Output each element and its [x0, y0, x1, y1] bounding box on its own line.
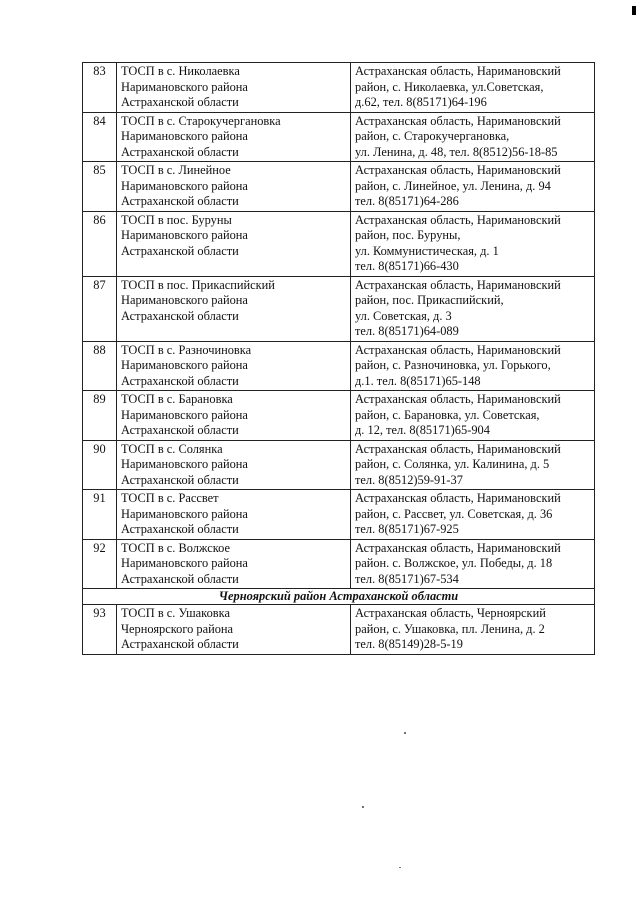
office-name-line: Наримановского района: [121, 293, 248, 307]
office-address-line: ул. Коммунистическая, д. 1: [355, 243, 499, 258]
row-number: 93: [83, 605, 117, 655]
table-row: [83, 539, 595, 589]
office-name-cell: [117, 391, 351, 441]
office-name-line: ТОСП в с. Солянка: [121, 441, 223, 456]
office-address-line: Астраханская область, Наримановский: [355, 392, 561, 406]
office-name-line: Астраханской области: [121, 194, 239, 208]
row-number: 84: [83, 112, 117, 162]
office-name-line: Наримановского района: [121, 228, 248, 242]
office-address-line: район, пос. Буруны,: [355, 228, 461, 242]
office-name-line: Астраханской области: [121, 308, 239, 323]
office-name-cell: [117, 341, 351, 391]
office-address-line: тел. 8(85171)66-430: [355, 259, 459, 273]
office-address-line: Астраханская область, Наримановский: [355, 163, 561, 177]
corner-mark: [632, 6, 636, 15]
office-address-line: район, с. Рассвет, ул. Советская, д. 36: [355, 506, 553, 521]
office-name-line: ТОСП в с. Старокучергановка: [121, 113, 281, 128]
office-name-line: Наримановского района: [121, 407, 248, 422]
office-name-line: ТОСП в с. Волжское: [121, 540, 231, 555]
office-address-line: Астраханская область, Наримановский: [355, 277, 561, 292]
office-name-line: Черноярского района: [121, 621, 234, 636]
office-name-line: Наримановского района: [121, 79, 248, 94]
office-address-line: район, с. Старокучергановка,: [355, 129, 510, 143]
office-name-line: ТОСП в с. Барановка: [121, 392, 233, 406]
office-address-line: тел. 8(85171)67-534: [355, 571, 459, 586]
office-name-cell: [117, 605, 351, 655]
office-address-line: Астраханская область, Черноярский: [355, 606, 546, 620]
office-address-cell: [351, 112, 595, 162]
scan-speck: [399, 867, 401, 868]
office-address-line: ул. Советская, д. 3: [355, 308, 452, 323]
table-row: [83, 391, 595, 441]
office-name-line: Астраханской области: [121, 472, 239, 487]
table-row: [83, 341, 595, 391]
office-address-line: Астраханская область, Наримановский: [355, 113, 561, 128]
office-name-cell: [117, 112, 351, 162]
office-address-line: д. 12, тел. 8(85171)65-904: [355, 423, 490, 437]
office-name-line: Астраханской области: [121, 144, 239, 159]
table-row: [83, 63, 595, 113]
office-address-line: тел. 8(85171)67-925: [355, 522, 459, 536]
office-address-line: д.1. тел. 8(85171)65-148: [355, 373, 481, 388]
row-number: 87: [83, 276, 117, 341]
row-number: 86: [83, 211, 117, 276]
table-row: [83, 276, 595, 341]
office-address-line: Астраханская область, Наримановский: [355, 441, 561, 456]
row-number: 89: [83, 391, 117, 441]
office-address-line: район, с. Николаевка, ул.Советская,: [355, 79, 544, 94]
office-name-line: ТОСП в с. Николаевка: [121, 64, 240, 78]
office-address-cell: [351, 490, 595, 540]
office-address-line: район, пос. Прикаспийский,: [355, 293, 504, 307]
scan-speck: [362, 806, 364, 808]
office-address-line: район. с. Волжское, ул. Победы, д. 18: [355, 556, 553, 570]
office-address-cell: [351, 440, 595, 490]
table-row: [83, 211, 595, 276]
office-address-line: район, с. Барановка, ул. Советская,: [355, 407, 540, 422]
office-name-cell: [117, 539, 351, 589]
office-name-line: ТОСП в пос. Буруны: [121, 212, 232, 227]
office-name-line: Астраханской области: [121, 522, 239, 536]
office-address-line: район, с. Линейное, ул. Ленина, д. 94: [355, 178, 551, 193]
office-address-cell: [351, 276, 595, 341]
office-address-line: тел. 8(85171)64-089: [355, 324, 459, 338]
row-number: 91: [83, 490, 117, 540]
office-address-line: район, с. Солянка, ул. Калинина, д. 5: [355, 457, 550, 471]
office-address-cell: [351, 63, 595, 113]
office-name-line: Астраханской области: [121, 373, 239, 388]
office-name-line: Наримановского района: [121, 358, 248, 372]
office-name-cell: [117, 162, 351, 212]
office-name-line: ТОСП в с. Ушаковка: [121, 606, 230, 620]
section-title: Черноярский район Астраханской области: [83, 589, 595, 605]
office-address-line: район, с. Разночиновка, ул. Горького,: [355, 358, 551, 372]
office-address-line: Астраханская область, Наримановский: [355, 540, 561, 555]
table-row: [83, 605, 595, 655]
office-address-line: район, с. Ушаковка, пл. Ленина, д. 2: [355, 621, 545, 636]
office-address-cell: [351, 341, 595, 391]
row-number: 85: [83, 162, 117, 212]
office-address-line: Астраханская область, Наримановский: [355, 491, 561, 505]
table-row: [83, 490, 595, 540]
table-row: [83, 440, 595, 490]
table-row: [83, 112, 595, 162]
office-name-line: ТОСП в с. Рассвет: [121, 491, 219, 505]
office-name-cell: [117, 63, 351, 113]
office-name-cell: [117, 276, 351, 341]
office-address-cell: [351, 539, 595, 589]
office-address-line: тел. 8(85149)28-5-19: [355, 637, 463, 651]
office-name-line: Наримановского района: [121, 178, 248, 193]
office-name-line: Астраханской области: [121, 571, 239, 586]
office-name-line: Наримановского района: [121, 506, 248, 521]
row-number: 83: [83, 63, 117, 113]
office-name-line: ТОСП в с. Линейное: [121, 163, 231, 177]
office-address-line: Астраханская область, Наримановский: [355, 342, 561, 357]
office-address-cell: [351, 211, 595, 276]
office-address-line: тел. 8(85171)64-286: [355, 194, 459, 208]
row-number: 88: [83, 341, 117, 391]
office-name-line: ТОСП в пос. Прикаспийский: [121, 277, 275, 292]
section-header-row: [83, 589, 595, 605]
office-name-cell: [117, 440, 351, 490]
scan-speck: [404, 732, 406, 734]
office-address-line: д.62, тел. 8(85171)64-196: [355, 95, 487, 109]
office-name-line: Наримановского района: [121, 129, 248, 143]
office-address-line: Астраханская область, Наримановский: [355, 64, 561, 78]
row-number: 90: [83, 440, 117, 490]
office-name-line: Астраханской области: [121, 637, 239, 651]
office-name-line: Наримановского района: [121, 457, 248, 471]
office-address-cell: [351, 391, 595, 441]
office-name-line: Астраханской области: [121, 95, 239, 109]
office-name-line: Наримановского района: [121, 556, 248, 570]
office-name-cell: [117, 490, 351, 540]
office-address-cell: [351, 605, 595, 655]
office-address-line: тел. 8(8512)59-91-37: [355, 472, 463, 487]
row-number: 92: [83, 539, 117, 589]
office-name-line: ТОСП в с. Разночиновка: [121, 342, 252, 357]
office-address-line: ул. Ленина, д. 48, тел. 8(8512)56-18-85: [355, 144, 558, 159]
office-name-line: Астраханской области: [121, 243, 239, 258]
offices-table-body: [83, 63, 595, 655]
office-name-line: Астраханской области: [121, 423, 239, 437]
table-row: [83, 162, 595, 212]
offices-table: [82, 62, 595, 655]
office-address-cell: [351, 162, 595, 212]
office-name-cell: [117, 211, 351, 276]
office-address-line: Астраханская область, Наримановский: [355, 212, 561, 227]
